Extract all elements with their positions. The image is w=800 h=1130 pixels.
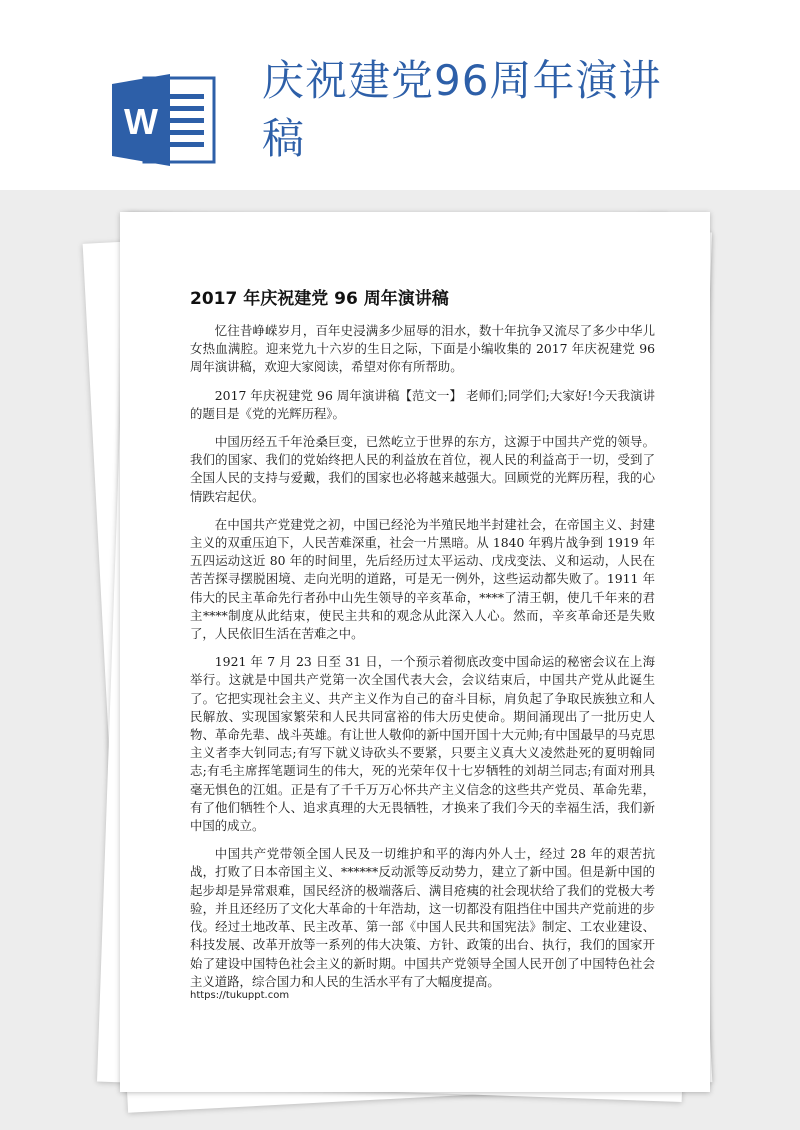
svg-text:W: W	[124, 101, 158, 142]
paragraph: 忆往昔峥嵘岁月，百年史浸满多少屈辱的泪水，数十年抗争又流尽了多少中华儿女热血满腔。迎来党九十六岁的生日之际，下面是小编收集的 2017 年庆祝建党 96 周年演讲稿，欢迎大家阅读，希望对你有所帮助。	[190, 323, 655, 375]
header-banner	[0, 0, 800, 190]
document-title: 2017 年庆祝建党 96 周年演讲稿	[190, 289, 449, 309]
paragraph: 中国历经五千年沧桑巨变，已然屹立于世界的东方，这源于中国共产党的领导。我们的国家、我们的党始终把人民的利益放在首位，视人民的利益高于一切，受到了全国人民的支持与爱戴，我们的国家也必将越来越强大。回顾党的光辉历程，我的心情跌宕起伏。	[190, 434, 655, 504]
word-document-icon	[110, 70, 220, 170]
footer-url: https://tukuppt.com	[190, 990, 290, 1001]
banner-title: 庆祝建党96周年演讲稿	[262, 56, 662, 163]
paragraph: 2017 年庆祝建党 96 周年演讲稿【范文一】 老师们;同学们;大家好!今天我演讲的题目是《党的光辉历程》。	[190, 387, 655, 421]
document-body	[190, 322, 655, 1001]
paragraph: 1921 年 7 月 23 日至 31 日，一个预示着彻底改变中国命运的秘密会议在上海举行。这就是中国共产党第一次全国代表大会，会议结束后，中国共产党从此诞生了。它把实现社会主义、共产主义作为自己的奋斗目标，肩负起了争取民族独立和人民解放、实现国家繁荣和人民共同富裕的伟大历史使命。期间涌现出了一批历史人物、革命先辈、战斗英雄。有让世人敬仰的新中国开国十大元帅;有中国最早的马克思主义者李大钊同志;有写下就义诗砍头不要紧，只要主义真大义凌然赴死的夏明翰同志;有毛主席挥笔题词生的伟大，死的光荣年仅十七岁牺牲的刘胡兰同志;有面对刑具毫无惧色的江姐。正是有了千千万万心怀共产主义信念的这些共产党员、革命先辈，有了他们牺牲个人、追求真理的大无畏牺牲，才换来了我们今天的幸福生活，我们新中国的成立。	[190, 654, 655, 834]
paragraph: 中国共产党带领全国人民及一切维护和平的海内外人士，经过 28 年的艰苦抗战，打败了日本帝国主义、******反动派等反动势力，建立了新中国。但是新中国的起步却是异常艰难，国民经济的极端落后、满目疮痍的社会现状给了我们的党极大考验，并且还经历了文化大革命的十年浩劫，这一切都没有阻挡住中国共产党前进的步伐。经过土地改革、民主改革、第一部《中国人民共和国宪法》制定、工农业建设、科技发展、改革开放等一系列的伟大决策、方针、政策的出台、执行，我们的国家开始了建设中国特色社会主义的新时期。中国共产党领导全国人民开创了中国特色社会主义道路，综合国力和人民的生活水平有了大幅度提高。	[190, 846, 655, 989]
paragraph: 在中国共产党建党之初，中国已经沦为半殖民地半封建社会，在帝国主义、封建主义的双重压迫下，人民苦难深重，社会一片黑暗。从 1840 年鸦片战争到 1919 年五四运动这近 80 年的时间里，先后经历过太平运动、戊戌变法、义和运动，人民在苦苦探寻摆脱困境、走向光明的道路，可是无一例外，这些运动都失败了。1911 年伟大的民主革命先行者孙中山先生领导的辛亥革命，****了清王朝，使几千年来的君主****制度从此结束，使民主共和的观念从此深入人心。然而，辛亥革命还是失败了，人民依旧生活在苦难之中。	[190, 516, 655, 642]
document-page	[120, 212, 710, 1092]
